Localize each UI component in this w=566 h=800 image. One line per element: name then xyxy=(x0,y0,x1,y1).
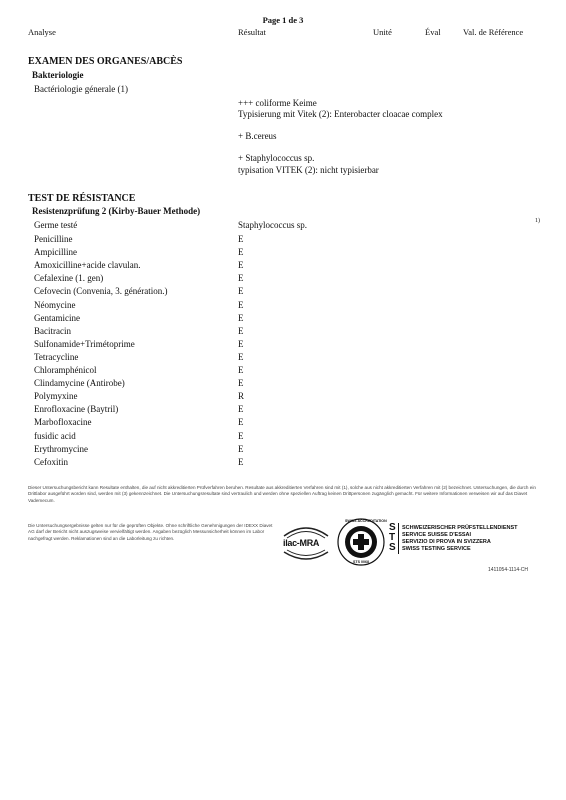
resistance-value: E xyxy=(238,404,244,415)
sts-divider xyxy=(398,523,399,554)
section-subtitle-bacteriology: Bakteriologie xyxy=(32,70,84,80)
ilac-text: ilac-MRA xyxy=(283,538,320,548)
table-row xyxy=(0,365,566,378)
sts-line: SWISS TESTING SERVICE xyxy=(402,546,471,552)
col-header-resultat: Résultat xyxy=(238,27,266,37)
resistance-value: E xyxy=(238,351,244,362)
page-number: Page 1 de 3 xyxy=(262,15,304,25)
antibiotic-name: Amoxicilline+acide clavulan. xyxy=(34,260,141,271)
section-title-organs: EXAMEN DES ORGANES/ABCÈS xyxy=(28,56,183,67)
footer-note-validity: Die Untersuchungsergebnisse gelten nur für die geprüften Objekte. Ohne schriftliche Genehmigungen der IDEXX Diavet AG darf der Bericht nicht auszugsweise vervielfältigt werden. Angaben bezüglich Messunsicherheit können im Labor nachgefragt werden. Reklamationen sind an die Laborleitung zu richten. xyxy=(28,523,273,541)
germ-value: Staphylococcus sp. xyxy=(238,220,307,230)
table-row xyxy=(0,457,566,470)
table-row xyxy=(0,431,566,444)
sts-line: SERVIZIO DI PROVA IN SVIZZERA xyxy=(402,539,491,545)
result-line: + B.cereus xyxy=(238,131,277,141)
sts-letter: T xyxy=(389,532,396,543)
table-row xyxy=(0,391,566,404)
resistance-value: E xyxy=(238,430,244,441)
sts-letter: S xyxy=(389,522,396,533)
antibiotic-name: Chloramphénicol xyxy=(34,365,97,375)
resistance-value: E xyxy=(238,325,244,336)
antibiotic-name: Gentamicine xyxy=(34,312,80,323)
resistance-value: E xyxy=(238,312,244,323)
resistance-value: E xyxy=(238,286,244,297)
resistance-value: E xyxy=(238,443,244,454)
result-line: +++ coliforme Keime xyxy=(238,98,317,108)
table-row xyxy=(0,300,566,313)
footer-note-accreditation: Dieser Untersuchungsbericht kann Resultate enthalten, die auf nicht akkreditierten Prüfverfahren beruhen. Resultate aus akkreditierten Verfahren sind mit (1), solche aus nicht akkreditierten Verfahren mit (2) bezeichnet. Untersuchungen, die durch ein Drittlabor ausgeführt worden sind, werden mit (3) gekennzeichnet. Die Untersuchungsresultate sind vertraulich und werden ohne speziellen Auftrag keinen Drittpersonen zugänglich gemacht. Für weitere Informationen verweisen wir auf das Diavet Vademecum. xyxy=(28,485,536,503)
antibiotic-name: Clindamycine (Antirobe) xyxy=(34,378,125,389)
col-header-eval: Éval xyxy=(425,27,441,37)
resistance-value: E xyxy=(238,299,244,310)
antibiotic-name: Polymyxine xyxy=(34,391,78,402)
antibiotic-name: Tetracycline xyxy=(34,351,79,362)
table-row xyxy=(0,404,566,417)
germ-footnote: 1) xyxy=(535,218,540,224)
section-subtitle-kirby-bauer: Resistenzprüfung 2 (Kirby-Bauer Methode) xyxy=(32,206,201,216)
resistance-value: E xyxy=(238,247,244,258)
antibiotic-name: Bacitracin xyxy=(34,325,71,336)
sts-line: SERVICE SUISSE D'ESSAI xyxy=(402,532,472,538)
table-row xyxy=(0,234,566,247)
result-line: + Staphylococcus sp. xyxy=(238,153,315,163)
col-header-analyse: Analyse xyxy=(28,27,56,37)
seal-code: STS 0068 xyxy=(353,560,369,564)
resistance-value: E xyxy=(238,456,244,467)
resistance-value: E xyxy=(238,260,244,271)
result-line: Typisierung mit Vitek (2): Enterobacter cloacae complex xyxy=(238,109,443,119)
antibiotic-name: Erythromycine xyxy=(34,443,88,454)
resistance-value: E xyxy=(238,417,244,428)
antibiotic-name: Cefalexine (1. gen) xyxy=(34,273,104,284)
antibiotic-name: Cefoxitin xyxy=(34,456,68,467)
antibiotic-name: fusidic acid xyxy=(34,430,76,441)
seal-text: SWISS ACCREDITATION xyxy=(345,519,387,523)
antibiotic-name: Enrofloxacine (Baytril) xyxy=(34,404,119,415)
swiss-accreditation-seal xyxy=(336,517,386,567)
antibiotic-name: Ampicilline xyxy=(34,247,77,258)
test-name: Bactériologie génerale (1) xyxy=(34,84,128,94)
col-header-reference: Val. de Référence xyxy=(463,27,524,37)
antibiotic-name: Penicilline xyxy=(34,234,73,244)
resistance-value: E xyxy=(238,273,244,284)
table-row xyxy=(0,417,566,430)
table-row xyxy=(0,326,566,339)
col-header-unite: Unité xyxy=(373,27,392,37)
table-row xyxy=(0,339,566,352)
resistance-value: E xyxy=(238,338,244,349)
table-row xyxy=(0,444,566,457)
table-row xyxy=(0,247,566,260)
sts-letter: S xyxy=(389,542,396,553)
germ-label: Germe testé xyxy=(34,220,78,230)
sts-line: SCHWEIZERISCHER PRÜFSTELLENDIENST xyxy=(402,525,518,531)
table-row xyxy=(0,378,566,391)
resistance-value: E xyxy=(238,378,244,389)
antibiotic-name: Sulfonamide+Trimétoprime xyxy=(34,338,135,349)
document-code: 1411054-1114-CH xyxy=(488,567,529,573)
table-row xyxy=(0,286,566,299)
antibiotic-name: Néomycine xyxy=(34,299,76,310)
sts-service-names xyxy=(402,525,518,553)
table-row xyxy=(0,260,566,273)
resistance-value: R xyxy=(238,391,245,402)
antibiotic-name: Marbofloxacine xyxy=(34,417,92,428)
table-row xyxy=(0,352,566,365)
ilac-mra-logo xyxy=(280,522,332,564)
table-row xyxy=(0,313,566,326)
table-row xyxy=(0,273,566,286)
resistance-value: E xyxy=(238,234,244,244)
section-title-resistance: TEST DE RÉSISTANCE xyxy=(28,193,136,204)
antibiotic-name: Cefovecin (Convenia, 3. génération.) xyxy=(34,286,168,297)
resistance-value: E xyxy=(238,365,244,375)
result-line: typisation VITEK (2): nicht typisierbar xyxy=(238,165,379,175)
